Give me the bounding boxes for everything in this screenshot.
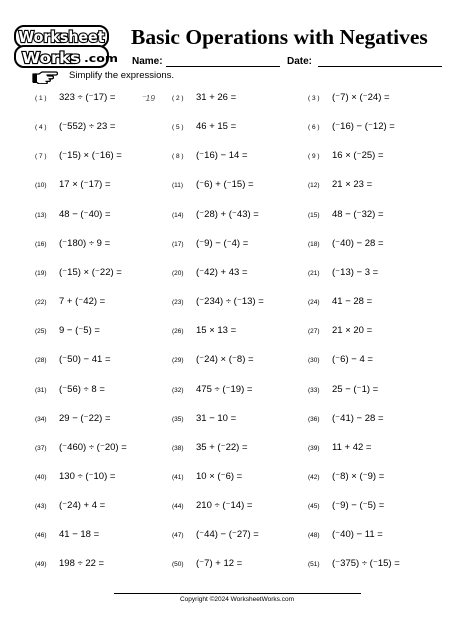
problem-expression: (⁻16) − (⁻12) = xyxy=(332,121,395,133)
problem-number: (31) xyxy=(35,386,47,394)
logo-text-line1: Worksheet xyxy=(18,28,105,46)
problem-expression: (⁻16) − 14 = xyxy=(196,150,248,162)
problem-number: (18) xyxy=(308,240,320,248)
problem-expression: 130 ÷ (⁻10) = xyxy=(59,470,116,482)
problem-expression: (⁻44) − (⁻27) = xyxy=(196,529,259,541)
problem-expression: (⁻24) × (⁻8) = xyxy=(196,354,254,366)
problem-expression: (⁻13) − 3 = xyxy=(332,266,379,278)
problem-expression: 29 − (⁻22) = xyxy=(59,412,111,424)
problem-number: ( 5 ) xyxy=(172,124,184,132)
problem-number: (49) xyxy=(35,561,47,569)
problem-number: (24) xyxy=(308,299,320,306)
problem-expression: 10 × (⁻6) = xyxy=(196,470,243,482)
problem-expression: (⁻50) − 41 = xyxy=(59,354,111,366)
problem-expression: 198 ÷ 22 = xyxy=(59,558,105,570)
name-field[interactable] xyxy=(166,66,280,67)
problem-expression: 323 ÷ (⁻17) = xyxy=(59,92,116,103)
problem-number: ( 4 ) xyxy=(35,124,47,132)
problem-number: (26) xyxy=(172,328,184,336)
problem-expression: 21 × 20 = xyxy=(332,325,373,337)
problem-expression: (⁻42) + 43 = xyxy=(196,266,248,278)
problem-number: (10) xyxy=(35,182,47,190)
problem-number: (42) xyxy=(308,473,320,481)
problem-number: (50) xyxy=(172,561,184,569)
worksheetworks-logo xyxy=(14,25,122,69)
name-label: Name: xyxy=(132,56,163,67)
problem-number: (21) xyxy=(308,269,320,277)
problem-expression: (⁻234) ÷ (⁻13) = xyxy=(196,296,264,307)
problem-expression: (⁻6) − 4 = xyxy=(332,354,373,366)
problem-number: (38) xyxy=(172,444,184,452)
problem-number: (27) xyxy=(308,328,320,336)
problem-number: (13) xyxy=(35,211,47,219)
problem-number: ( 8 ) xyxy=(172,153,184,161)
problem-number: (48) xyxy=(308,532,320,540)
problem-expression: 9 − (⁻5) = xyxy=(59,325,100,337)
problem-expression: (⁻8) × (⁻9) = xyxy=(332,470,385,482)
problem-number: (46) xyxy=(35,532,47,540)
problem-number: (43) xyxy=(35,503,47,511)
problem-expression: (⁻9) − (⁻5) = xyxy=(332,500,385,512)
problem-number: (37) xyxy=(35,444,47,452)
problem-number: (32) xyxy=(172,386,184,394)
problem-number: (12) xyxy=(308,182,320,190)
problem-expression: (⁻40) − 28 = xyxy=(332,237,384,249)
problem-number: ( 6 ) xyxy=(308,124,320,132)
problem-number: (41) xyxy=(172,473,184,481)
sample-answer: ⁻19 xyxy=(141,93,155,103)
problem-expression: 48 − (⁻40) = xyxy=(59,208,111,220)
logo-text-line2: Works xyxy=(22,49,81,67)
problem-expression: 11 + 42 = xyxy=(332,441,372,453)
problem-number: (17) xyxy=(172,240,184,248)
problem-number: (33) xyxy=(308,386,320,394)
problem-number: (44) xyxy=(172,503,184,511)
problem-expression: 41 − 28 = xyxy=(332,296,373,307)
problem-expression: (⁻6) + (⁻15) = xyxy=(196,179,254,191)
problem-expression: (⁻460) ÷ (⁻20) = xyxy=(59,441,127,453)
problem-number: (20) xyxy=(172,269,184,277)
problem-expression: (⁻15) × (⁻16) = xyxy=(59,150,122,162)
problem-expression: (⁻28) + (⁻43) = xyxy=(196,208,259,220)
problem-number: ( 2 ) xyxy=(172,95,184,102)
problem-number: (23) xyxy=(172,299,184,306)
problem-expression: 21 × 23 = xyxy=(332,179,373,191)
problem-number: (22) xyxy=(35,299,47,306)
problem-number: (28) xyxy=(35,357,47,365)
problem-expression: (⁻7) + 12 = xyxy=(196,558,243,570)
problem-number: (40) xyxy=(35,473,47,481)
problem-expression: 475 ÷ (⁻19) = xyxy=(196,383,253,395)
problem-expression: (⁻7) × (⁻24) = xyxy=(332,92,390,103)
problem-number: (14) xyxy=(172,211,184,219)
problem-number: (25) xyxy=(35,328,47,336)
problem-number: (34) xyxy=(35,415,47,423)
instruction-text: Simplify the expressions. xyxy=(69,70,175,81)
problem-number: (45) xyxy=(308,503,320,511)
problem-expression: (⁻24) + 4 = xyxy=(59,500,106,512)
problem-number: (30) xyxy=(308,357,320,365)
problem-number: (19) xyxy=(35,269,47,277)
footer-divider xyxy=(114,593,361,594)
pointing-hand-icon xyxy=(32,70,58,84)
problem-expression: 16 × (⁻25) = xyxy=(332,150,384,162)
problem-expression: (⁻15) × (⁻22) = xyxy=(59,266,122,278)
problem-number: (35) xyxy=(172,415,184,423)
problem-expression: 31 + 26 = xyxy=(196,92,237,103)
problem-expression: 17 × (⁻17) = xyxy=(59,179,111,191)
page-title: Basic Operations with Negatives xyxy=(131,25,428,49)
problem-number: ( 9 ) xyxy=(308,153,320,161)
problem-expression: 25 − (⁻1) = xyxy=(332,383,379,395)
problem-expression: 35 + (⁻22) = xyxy=(196,441,248,453)
problem-expression: 15 × 13 = xyxy=(196,325,237,337)
problem-expression: (⁻180) ÷ 9 = xyxy=(59,237,111,249)
copyright-text: Copyright ©2024 WorksheetWorks.com xyxy=(179,596,294,603)
problem-expression: (⁻552) ÷ 23 = xyxy=(59,121,116,133)
problem-number: (29) xyxy=(172,357,184,365)
problem-expression: (⁻41) − 28 = xyxy=(332,412,384,424)
problem-number: (15) xyxy=(308,211,320,219)
problem-number: (51) xyxy=(308,561,320,569)
problem-number: (47) xyxy=(172,532,184,540)
problem-expression: (⁻9) − (⁻4) = xyxy=(196,237,249,249)
problem-number: ( 1 ) xyxy=(35,95,47,102)
problem-number: (36) xyxy=(308,415,320,423)
problem-expression: 7 + (⁻42) = xyxy=(59,296,106,307)
problem-expression: 46 + 15 = xyxy=(196,121,237,133)
problem-number: ( 3 ) xyxy=(308,95,320,102)
date-label: Date: xyxy=(287,56,313,67)
problem-expression: 41 − 18 = xyxy=(59,529,100,541)
problem-expression: (⁻56) ÷ 8 = xyxy=(59,383,105,395)
problem-expression: 31 − 10 = xyxy=(196,412,237,424)
problem-expression: 210 ÷ (⁻14) = xyxy=(196,500,253,512)
problem-number: (39) xyxy=(308,444,320,452)
problem-number: (11) xyxy=(172,182,184,190)
logo-text-suffix: .com xyxy=(84,52,118,65)
problem-expression: 48 − (⁻32) = xyxy=(332,208,384,220)
problem-expression: (⁻40) − 11 = xyxy=(332,529,383,541)
date-field[interactable] xyxy=(318,66,442,67)
problem-number: ( 7 ) xyxy=(35,153,47,161)
problem-number: (16) xyxy=(35,240,47,248)
problem-expression: (⁻375) ÷ (⁻15) = xyxy=(332,558,400,570)
